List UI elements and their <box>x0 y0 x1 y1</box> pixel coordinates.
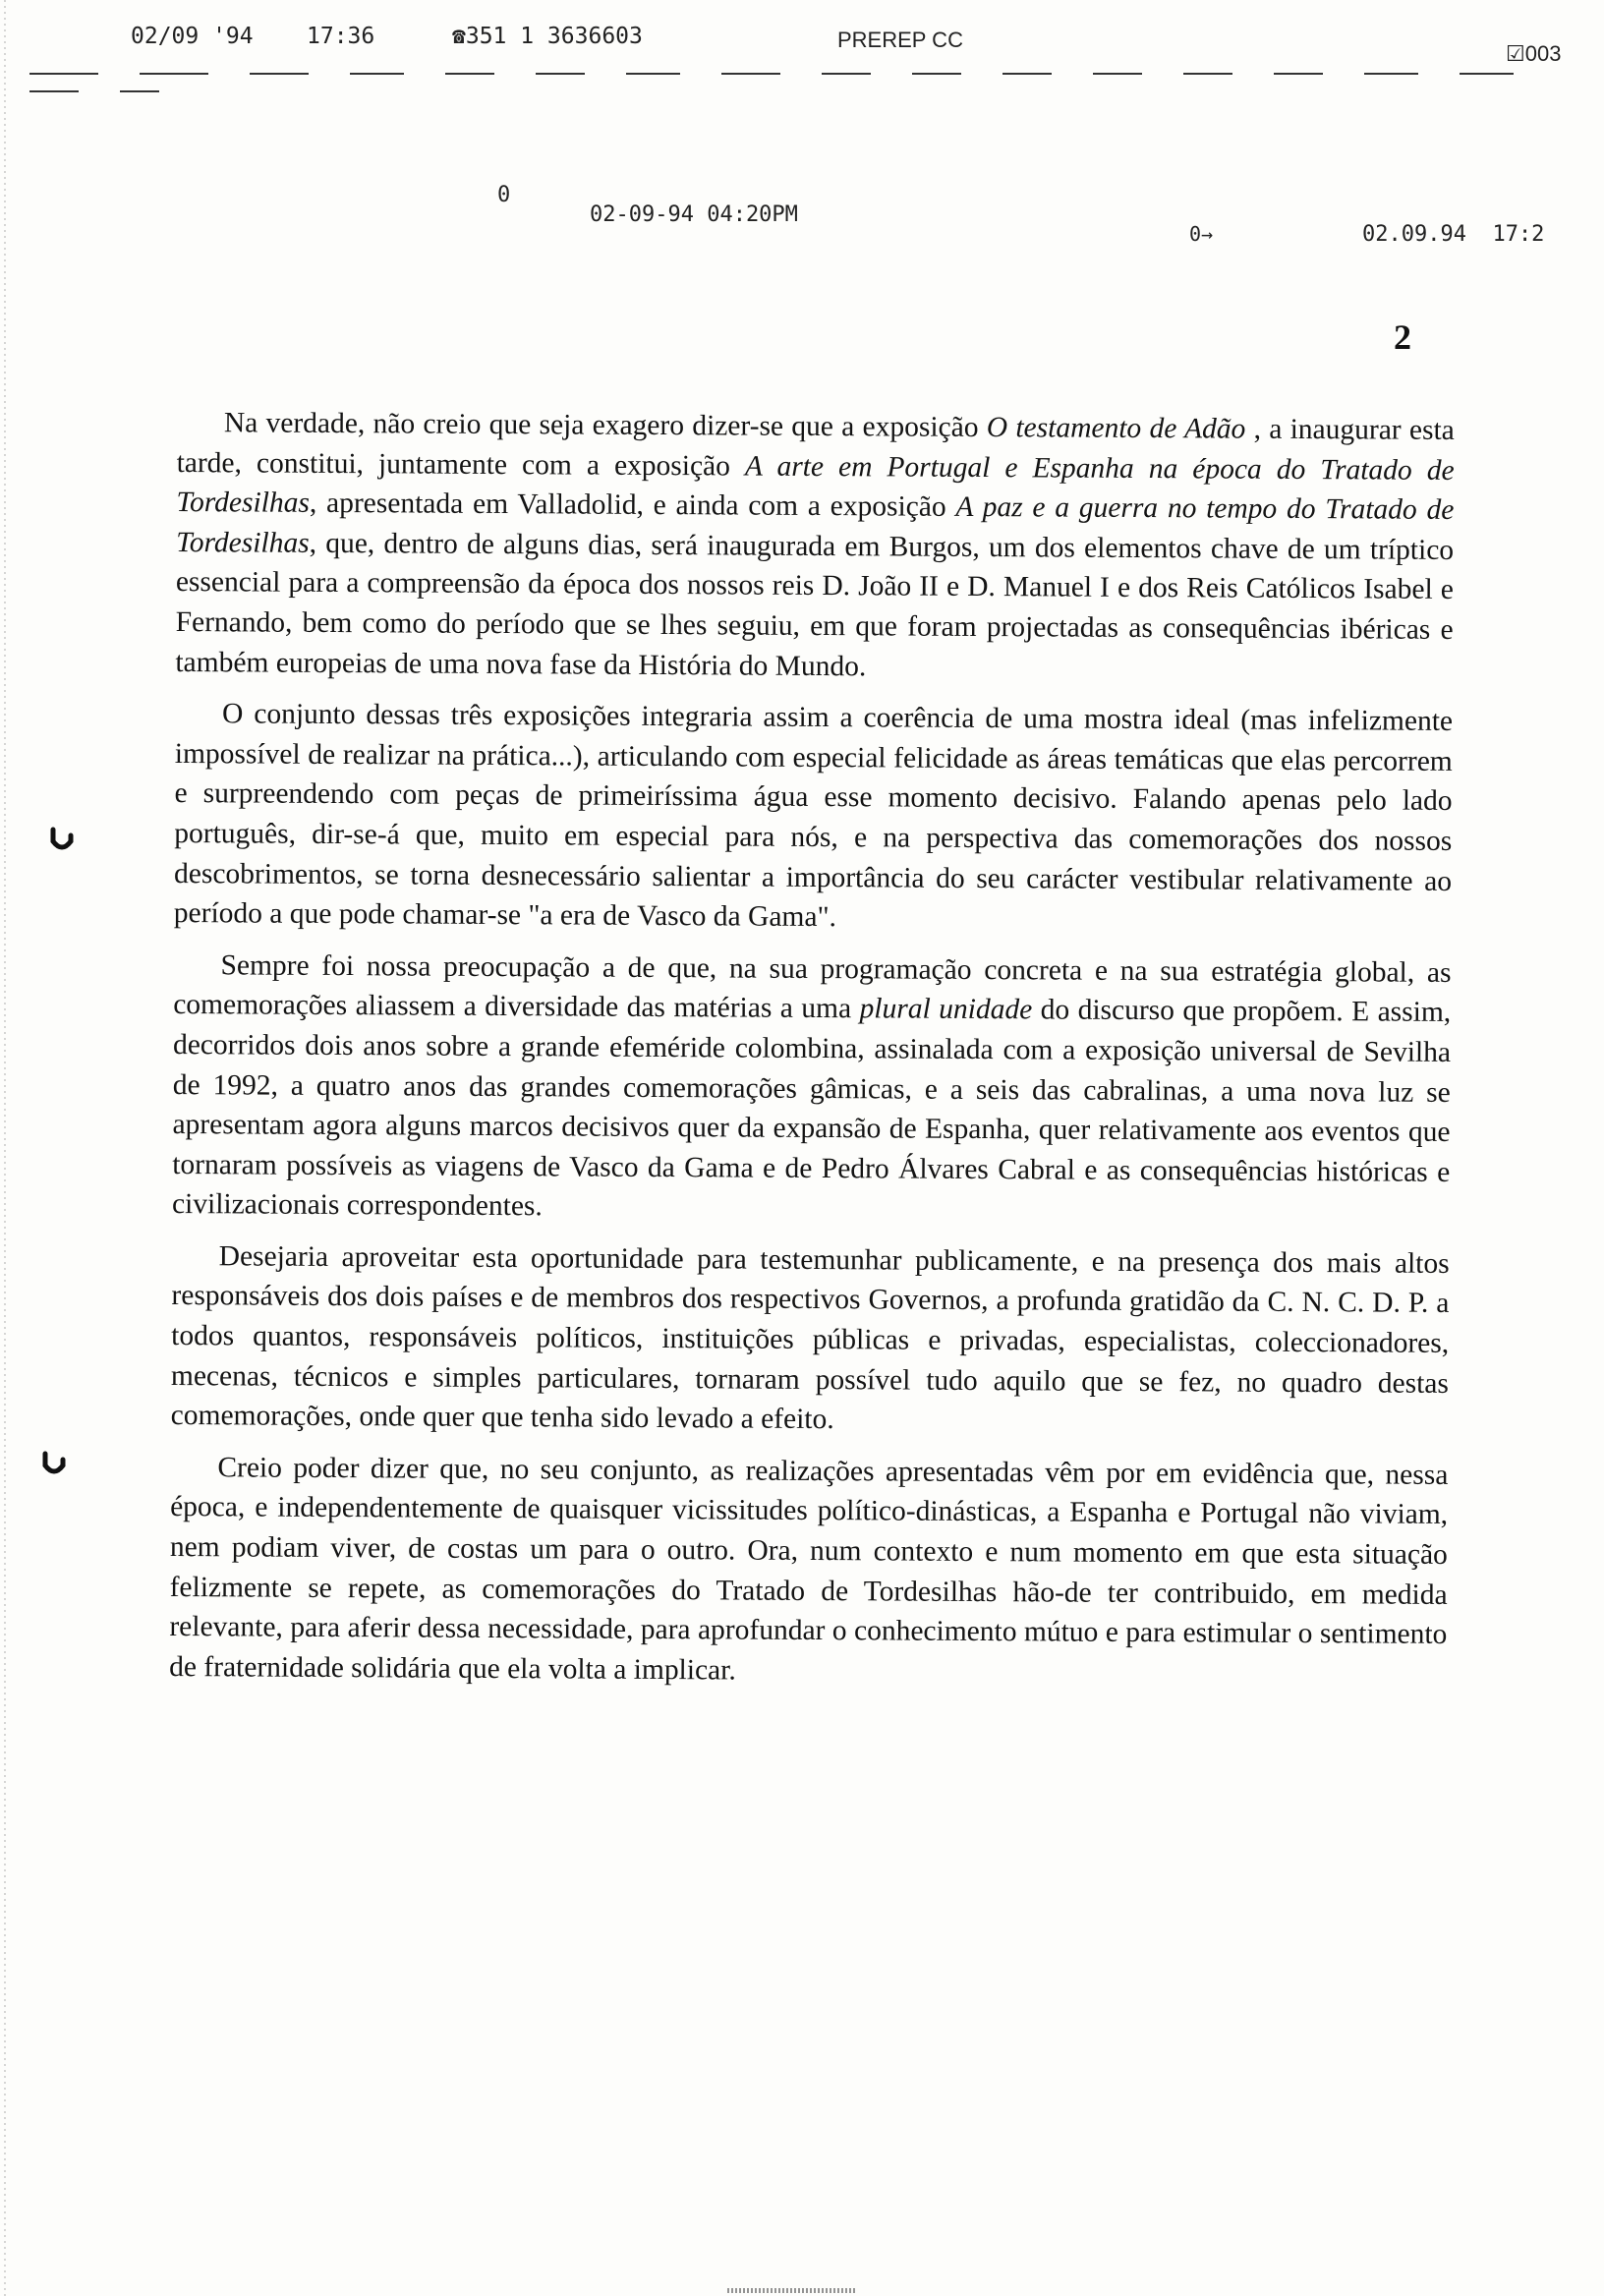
body-paragraph <box>172 946 1452 1233</box>
bottom-scan-mark <box>727 2288 855 2293</box>
fax-received: 02.09.94 17:2 <box>1362 222 1545 247</box>
left-margin-dots <box>4 0 6 2296</box>
paragraph-text: , apresentada em Valladolid, e ainda com a exposição <box>309 488 956 524</box>
fax-separator-dashes <box>29 73 1592 81</box>
fax-mark: 0 <box>497 183 511 207</box>
punch-hole-mark-icon <box>47 826 77 855</box>
fax-page-code: ☑003 <box>1506 41 1562 66</box>
paragraph-text: Desejaria aproveitar esta oportunidade para testemunhar publicamente, e na presença dos mais altos responsáveis dos dois países e de membros dos respectivos Governos, a profunda gratidão da C. N. C. D. P. a todos quantos, responsáveis políticos, instituições públicas e privadas, especialistas, coleccionadores, mecenas, técnicos e simples particulares, tornaram possível tudo aquilo que se fez, no quadro destas comemorações, onde quer que tenha sido levado a efeito. <box>170 1240 1450 1436</box>
letter-body <box>169 403 1455 1706</box>
italic-title: A arte em Portugal e Espanha na época do Tratado de Tordesilhas <box>176 450 1455 520</box>
fax-phone: ☎351 1 3636603 <box>452 24 643 49</box>
body-paragraph <box>175 403 1455 690</box>
italic-title: O testamento de Adão <box>986 412 1246 445</box>
paragraph-text: Creio poder dizer que, no seu conjunto, as realizações apresentadas vêm por em evidência que, nessa época, e independentemente de quaisquer vicissitudes político-dinásticas, a Espanha e Portugal não viviam, nem podiam viver, de costas um para o outro. Ora, num contexto e num momento em que esta situação felizmente se repete, as comemorações do Tratado de Tordesilhas hão-de ter contribuido, em medida relevante, para aferir dessa necessidade, para aprofundar o conhecimento mútuo e para estimular o sentimento de fraternidade solidária que ela volta a implicar. <box>169 1452 1449 1687</box>
body-paragraph <box>169 1448 1448 1694</box>
body-paragraph <box>171 1236 1450 1444</box>
paragraph-text: Na verdade, não creio que seja exagero dizer-se que a exposição <box>223 407 987 444</box>
page-number: 2 <box>1394 317 1411 357</box>
italic-title: A paz e a guerra no tempo do Tratado de Tordesilhas <box>176 491 1455 559</box>
fax-sender: PREREP CC <box>837 28 963 52</box>
italic-title: plural unidade <box>859 993 1033 1026</box>
fax-date: 02/09 '94 <box>131 24 254 49</box>
fax-arrow-mark: 0→ <box>1189 222 1214 246</box>
paragraph-text: do discurso que propõem. E assim, decorridos dois anos sobre a grande efeméride colombina, assinalada com a exposição universal de Sevilha de 1992, a quatro anos das grandes comemorações gâmicas, e a seis das cabralinas, a uma nova luz se apresentam agora alguns marcos decisivos quer da expansão de Espanha, quer relativamente aos eventos que tornaram possíveis as viagens de Vasco da Gama e de Pedro Álvares Cabral e as consequências históricas e civilizacionais correspondentes. <box>171 994 1452 1223</box>
fax-time: 17:36 <box>307 24 375 49</box>
paragraph-text: , a inaugurar esta tarde, constitui, juntamente com a exposição <box>176 413 1455 483</box>
paragraph-text: , que, dentro de alguns dias, será inaugurada em Burgos, um dos elementos chave de um tríptico essencial para a compreensão da época dos nossos reis D. João II e D. Manuel I e dos Reis Católicos Isabel e Fernando, bem como do período que se lhes seguiu, em que foram projectadas as consequências ibéricas e também europeias de uma nova fase da História do Mundo. <box>175 527 1455 682</box>
body-paragraph <box>174 694 1453 941</box>
punch-hole-mark-icon <box>39 1450 69 1479</box>
fax-stamp: 02-09-94 04:20PM <box>590 202 798 227</box>
paragraph-text: O conjunto dessas três exposições integraria assim a coerência de uma mostra ideal (mas infelizmente impossível de realizar na prática...), articulando com especial felicidade as áreas temáticas que elas percorrem e surpreendendo com peças de primeiríssima água esse momento decisivo. Falando apenas pelo lado português, dir-se-á que, muito em especial para nós, e na perspectiva das comemorações dos nossos descobrimentos, se torna desnecessário salientar a importância do seu carácter vestibular relativamente ao período a que pode chamar-se "a era de Vasco da Gama". <box>173 698 1454 934</box>
paragraph-text: Sempre foi nossa preocupação a de que, na sua programação concreta e na sua estratégia global, as comemorações aliassem a diversidade das matérias a uma <box>173 949 1452 1025</box>
